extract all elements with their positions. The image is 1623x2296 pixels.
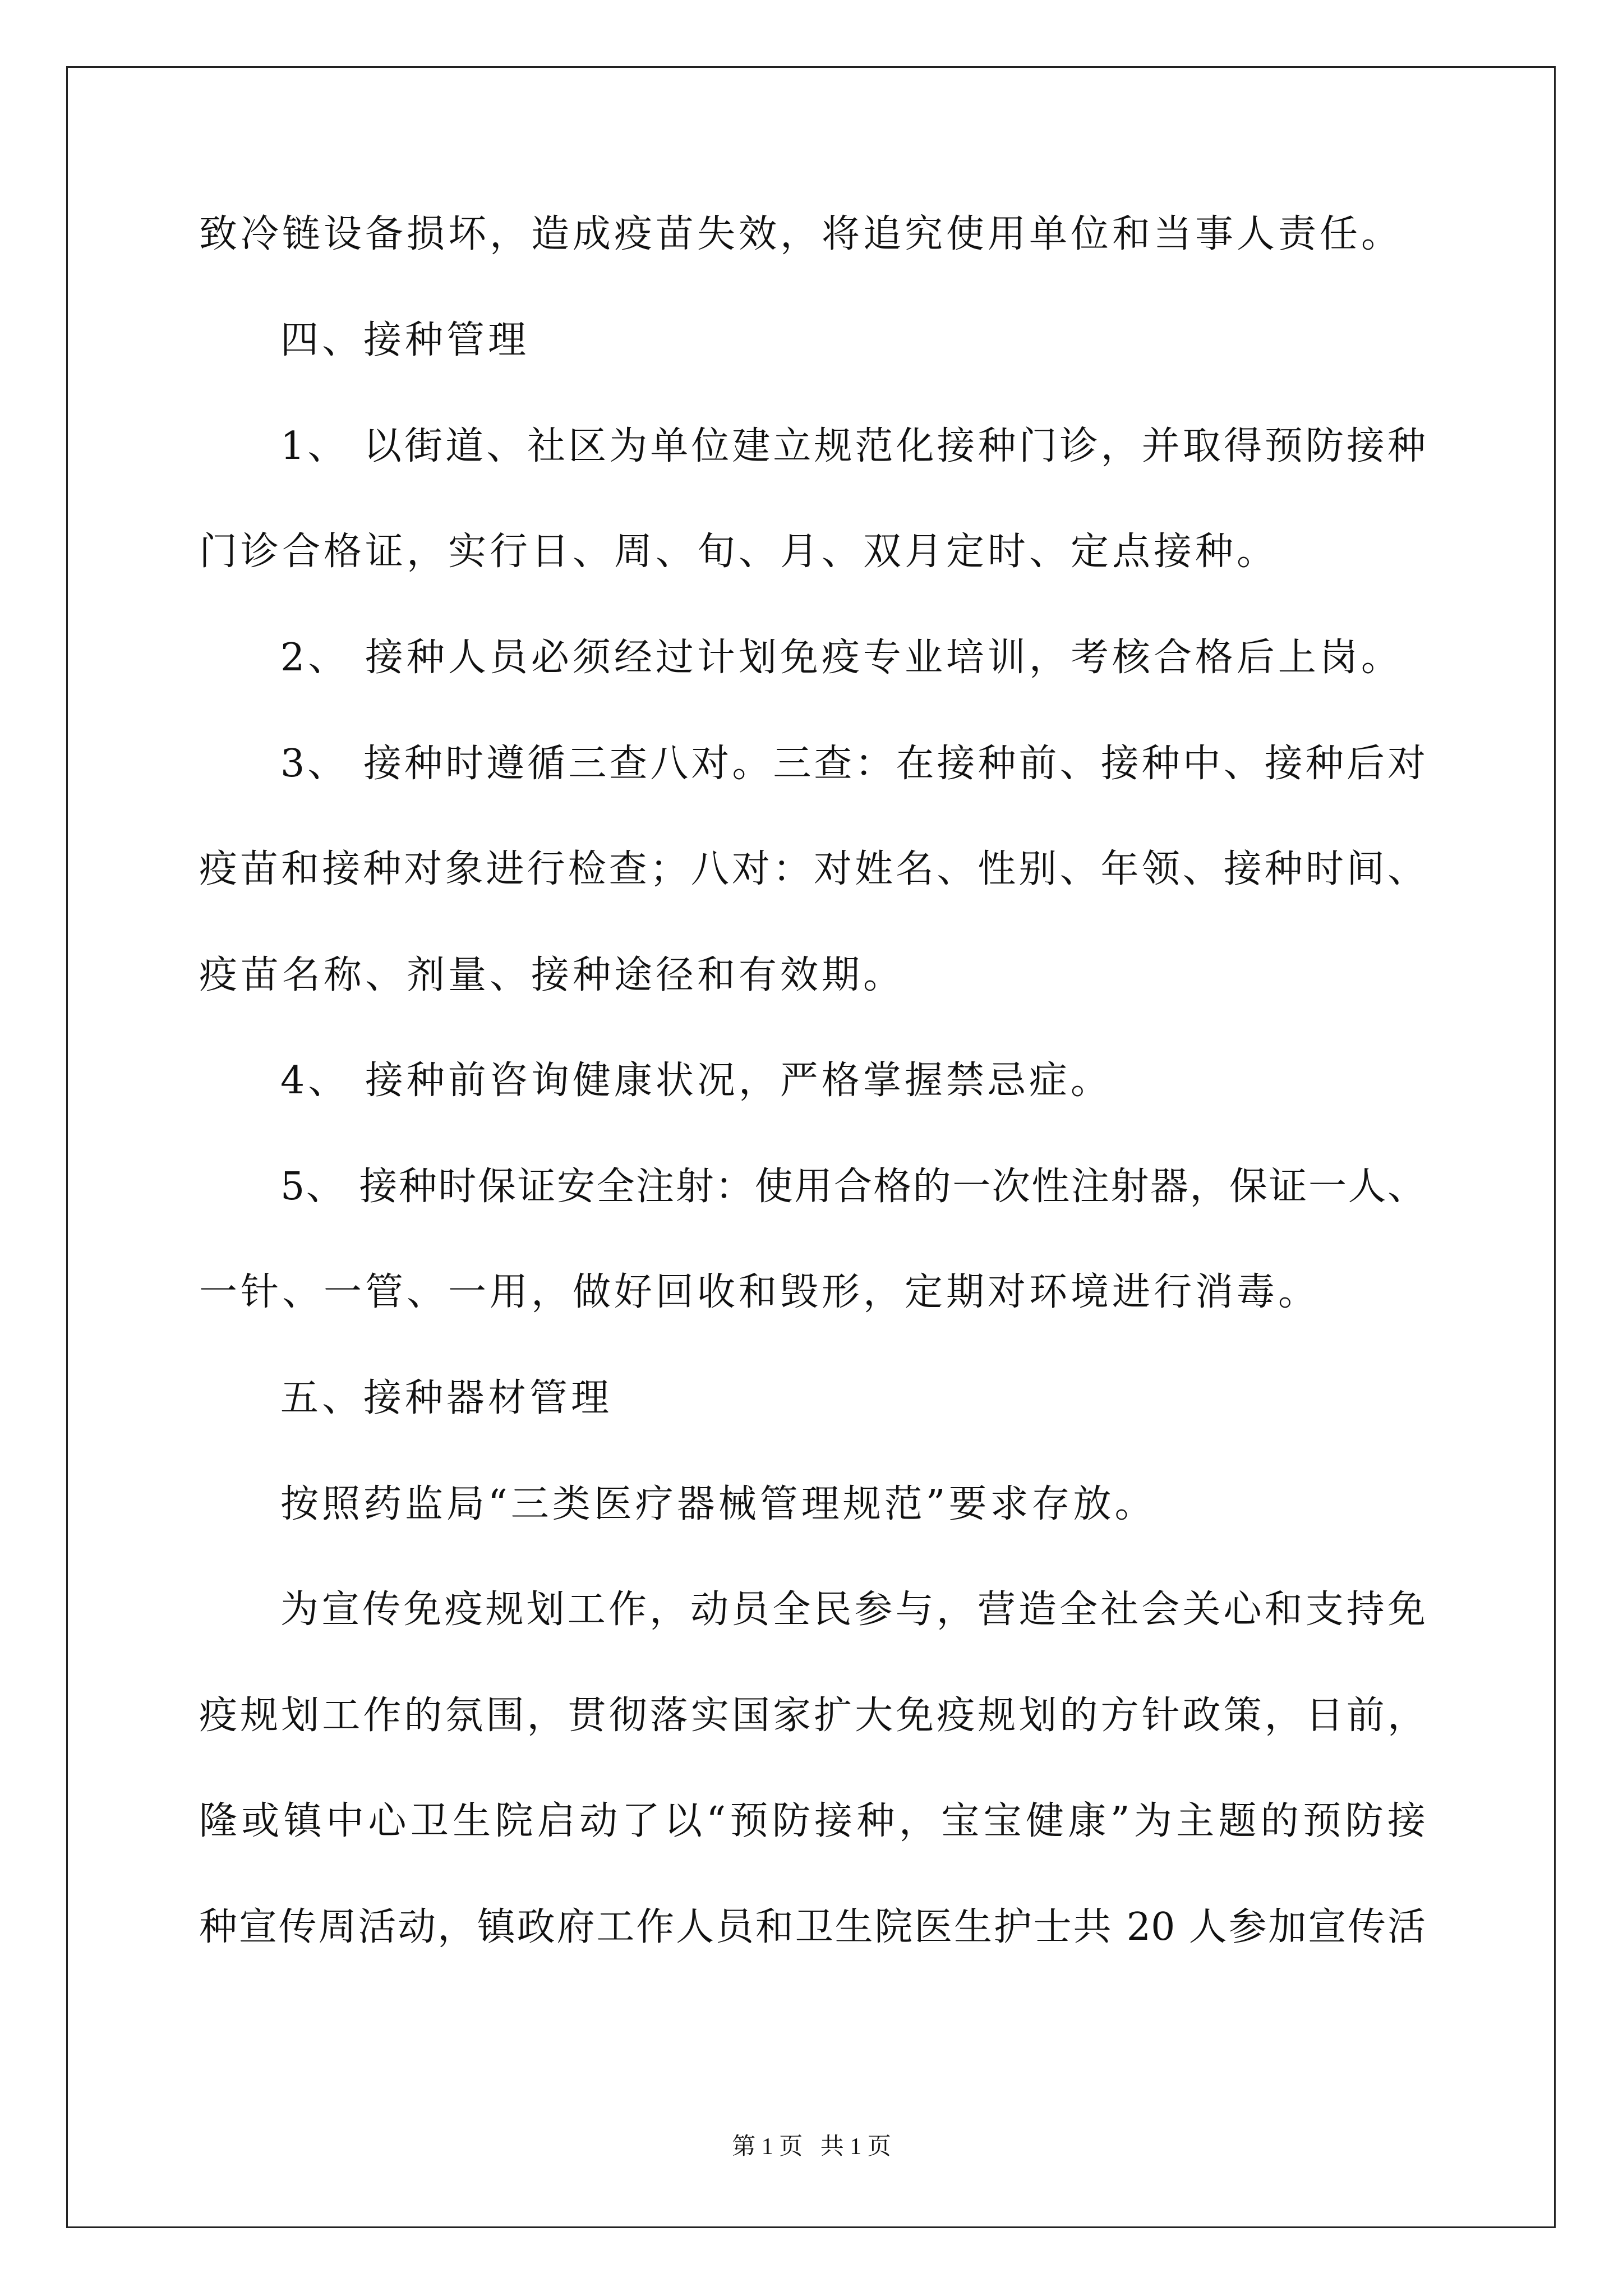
publicity-paragraph-line-1: 为宣传免疫规划工作，动员全民参与，营造全社会关心和支持免 (280, 1588, 1426, 1632)
section-heading-vaccination-management: 四、接种管理 (280, 318, 530, 362)
list-item-5-line-2: 一针、一管、一用，做好回收和毁形，定期对环境进行消毒。 (199, 1270, 1320, 1314)
list-item-1-line-2: 门诊合格证，实行日、周、旬、月、双月定时、定点接种。 (199, 530, 1279, 574)
list-item-5-line-1: 5、 接种时保证安全注射：使用合格的一次性注射器，保证一人、 (280, 1165, 1426, 1209)
list-item-3-line-1: 3、 接种时遵循三查八对。三查：在接种前、接种中、接种后对 (280, 742, 1426, 786)
section-heading-equipment-management: 五、接种器材管理 (280, 1376, 613, 1420)
list-item-3-line-2: 疫苗和接种对象进行检查；八对：对姓名、性别、年领、接种时间、 (199, 847, 1426, 891)
publicity-paragraph-line-4: 种宣传周活动，镇政府工作人员和卫生院医生护士共 20 人参加宣传活 (199, 1905, 1426, 1949)
list-item-1-line-1: 1、 以街道、社区为单位建立规范化接种门诊，并取得预防接种 (280, 424, 1426, 468)
equipment-storage-line: 按照药监局“三类医疗器械管理规范”要求存放。 (280, 1482, 1156, 1526)
paragraph-line-1: 致冷链设备损坏，造成疫苗失效，将追究使用单位和当事人责任。 (199, 212, 1403, 256)
list-item-3-line-3: 疫苗名称、剂量、接种途径和有效期。 (199, 953, 905, 997)
list-item-2: 2、 接种人员必须经过计划免疫专业培训，考核合格后上岗。 (280, 636, 1403, 680)
page-number-footer: 第 1 页 共 1 页 (732, 2134, 891, 2160)
publicity-paragraph-line-2: 疫规划工作的氛围，贯彻落实国家扩大免疫规划的方针政策，日前， (199, 1694, 1426, 1738)
publicity-paragraph-line-3: 隆或镇中心卫生院启动了以“预防接种，宝宝健康”为主题的预防接 (199, 1799, 1426, 1843)
list-item-4: 4、 接种前咨询健康状况，严格掌握禁忌症。 (280, 1059, 1112, 1103)
